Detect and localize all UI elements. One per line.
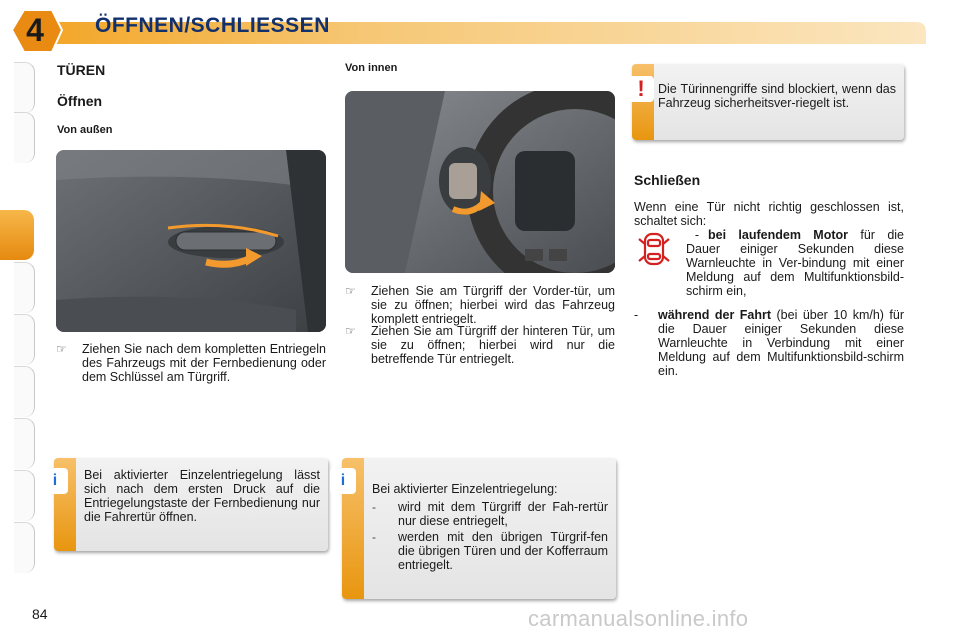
list-dash: -: [372, 500, 376, 514]
note-list-text: werden mit den übrigen Türgrif-fen die übrigen Türen und der Kofferraum entriegelt.: [398, 530, 608, 572]
chapter-tab[interactable]: [14, 418, 35, 469]
watermark: carmanualsonline.info: [528, 606, 749, 631]
bullet-text: Ziehen Sie am Türgriff der Vorder-tür, um sie zu öffnen; hierbei wird das Fahrzeug komplett entriegelt.: [371, 284, 615, 326]
chapter-tab[interactable]: [14, 262, 35, 313]
chapter-tab[interactable]: [14, 522, 35, 573]
door-handle-inside-image: [345, 91, 615, 273]
chapter-tab[interactable]: [14, 366, 35, 417]
info-note-left: [54, 458, 328, 551]
info-icon: i: [42, 468, 68, 494]
hand-pointer-icon: ☞: [345, 324, 356, 338]
chapter-tab[interactable]: [14, 314, 35, 365]
subheading-outside: Von außen: [57, 124, 113, 136]
info-note-intro: Bei aktivierter Einzelentriegelung:: [372, 482, 558, 496]
list-text: (bei über 10 km/h) für die Dauer einiger Sekunden diese Warnleuchte in Verbindung mit einer Meldung auf dem Multifunktionsbild-schirm ein.: [658, 308, 905, 378]
section-heading-doors: TÜREN: [57, 62, 106, 78]
close-item-engine-running: [686, 228, 904, 298]
subheading-inside: Von innen: [345, 62, 398, 74]
page-number: 84: [32, 606, 48, 622]
door-open-warning-icon: [636, 230, 672, 270]
emphasis-text: während der Fahrt: [658, 308, 772, 322]
chapter-tab[interactable]: [14, 470, 35, 521]
bullet-open-outside: [56, 342, 326, 384]
emphasis-text: bei laufendem Motor: [708, 228, 849, 242]
bullet-front-door: [345, 284, 615, 326]
chapter-tab[interactable]: [14, 62, 35, 113]
section-heading-close: Schließen: [634, 172, 701, 188]
info-icon: i: [330, 468, 356, 494]
close-item-driving: [634, 308, 904, 378]
warning-note-text: Die Türinnengriffe sind blockiert, wenn das Fahrzeug sicherheitsver-riegelt ist.: [658, 82, 896, 110]
chapter-number-badge: [6, 6, 64, 56]
exclamation-icon: !: [628, 76, 654, 102]
list-dash: -: [372, 530, 376, 544]
note-list-text: wird mit dem Türgriff der Fah-rertür nur diese entriegelt,: [398, 500, 608, 528]
chapter-number: 4: [26, 12, 44, 48]
list-dash: -: [634, 308, 639, 322]
list-text-wrap: [658, 308, 904, 378]
section-heading-open: Öffnen: [57, 93, 103, 109]
info-note-text: Bei aktivierter Einzelentriegelung lässt sich nach dem ersten Druck auf die Entriegelungstaste der Fernbedienung nur die Fahrertür öffnen.: [84, 468, 320, 524]
chapter-tab-active[interactable]: [0, 210, 34, 260]
bullet-text: Ziehen Sie nach dem kompletten Entriegeln des Fahrzeugs mit der Fernbedienung oder dem Schlüssel am Türgriff.: [82, 342, 326, 384]
page-title: ÖFFNEN/SCHLIESSEN: [95, 14, 330, 37]
bullet-rear-door: [345, 324, 615, 366]
chapter-tab-strip: [0, 62, 36, 582]
hand-pointer-icon: ☞: [56, 342, 67, 356]
close-intro-text: Wenn eine Tür nicht richtig geschlossen ist, schaltet sich:: [634, 200, 904, 228]
bullet-text: Ziehen Sie am Türgriff der hinteren Tür, um sie zu öffnen; hierbei wird nur die betreffende Tür entriegelt.: [371, 324, 615, 366]
list-text: für die Dauer einiger Sekunden diese Warnleuchte in Ver-bindung mit einer Meldung auf dem Multifunktionsbild-schirm ein,: [686, 228, 905, 298]
info-note-middle: [342, 458, 616, 599]
note-list-item: [372, 530, 608, 572]
warning-note: [632, 64, 904, 140]
hand-pointer-icon: ☞: [345, 284, 356, 298]
door-handle-outside-image: [56, 150, 326, 332]
list-dash: -: [694, 228, 700, 242]
chapter-tab[interactable]: [14, 112, 35, 163]
note-list-item: [372, 500, 608, 528]
